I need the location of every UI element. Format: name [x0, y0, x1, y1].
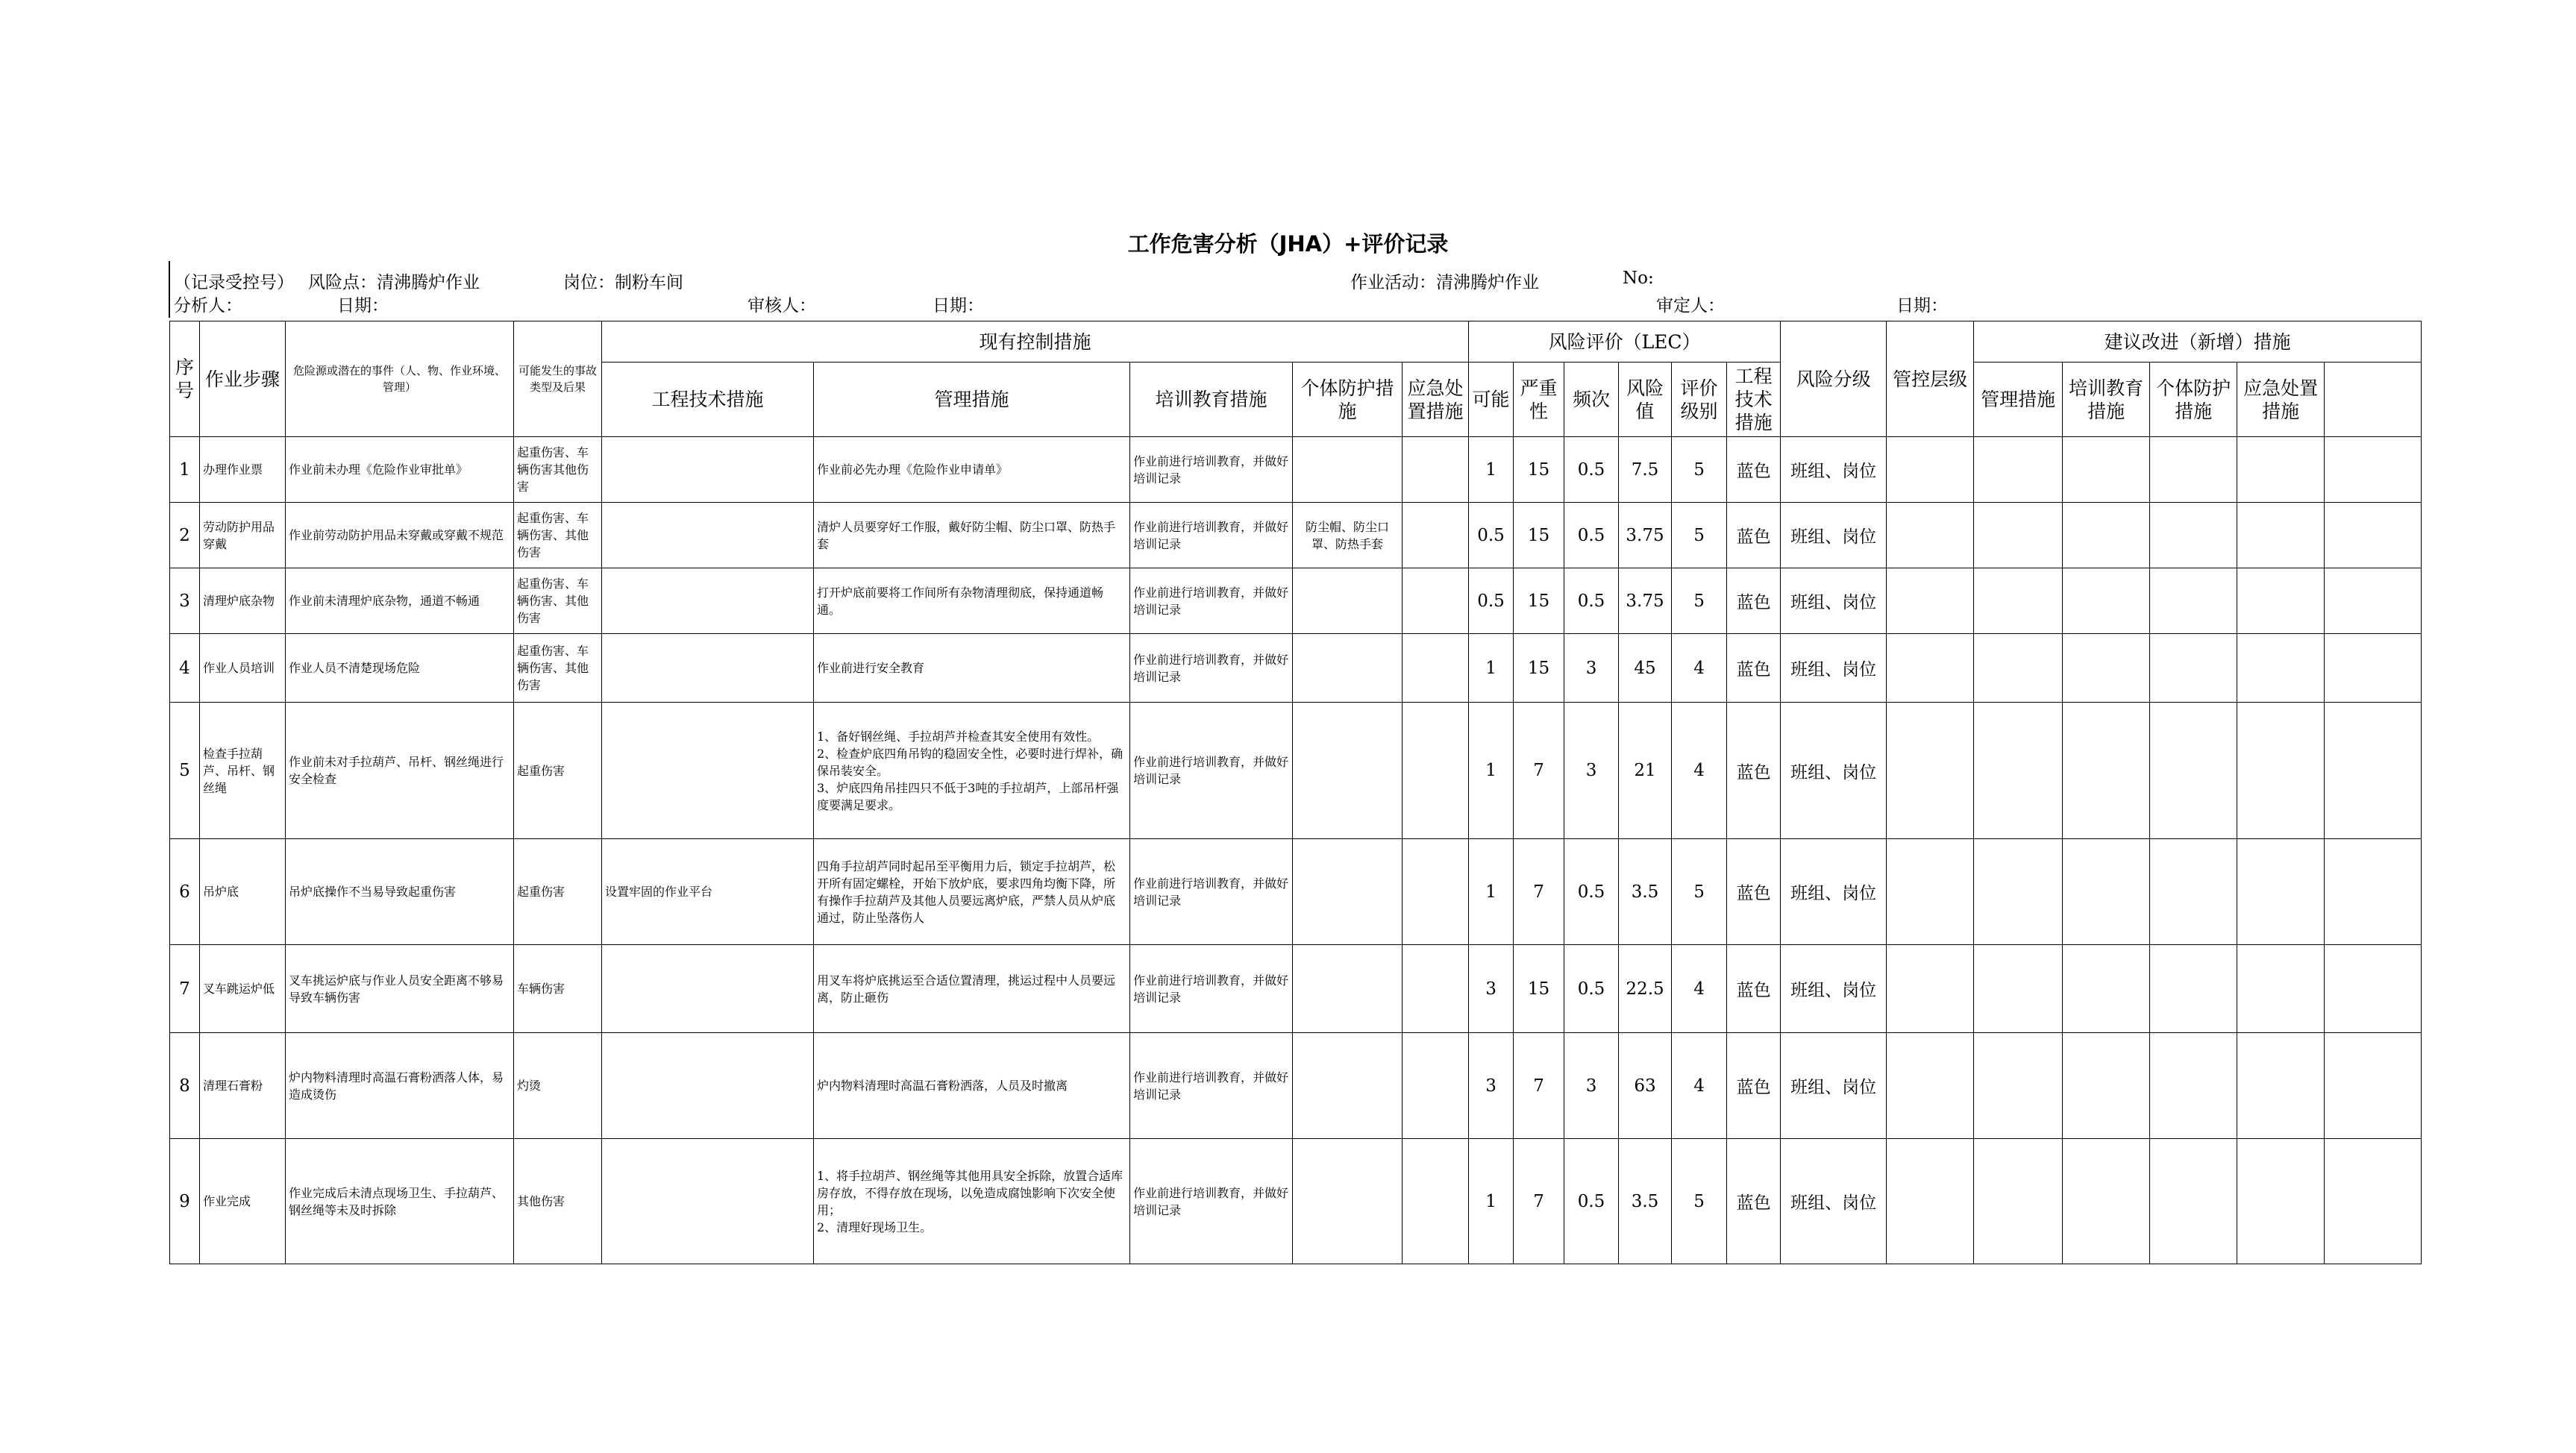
table-row	[170, 634, 2422, 703]
header-left-rule	[169, 261, 170, 318]
cell-mgmt: 用叉车将炉底挑运至合适位置清理，挑运过程中人员要远离，防止砸伤	[814, 945, 1130, 1033]
cell-grade: 蓝色	[1727, 634, 1781, 703]
col-s-emerg-header: 应急处置措施	[2237, 363, 2325, 437]
col-hazard-header: 危险源或潜在的事件（人、物、作业环境、管理）	[286, 321, 514, 437]
cell-e: 7	[1514, 1139, 1564, 1264]
cell-consequence: 其他伤害	[514, 1139, 602, 1264]
cell-hazard: 叉车挑运炉底与作业人员安全距离不够易导致车辆伤害	[286, 945, 514, 1033]
cell-grade: 蓝色	[1727, 437, 1781, 503]
cell-level: 5	[1672, 503, 1727, 568]
cell-grade: 蓝色	[1727, 1139, 1781, 1264]
cell-empty	[2063, 437, 2150, 503]
col-s-ppe-header: 个体防护措施	[2150, 363, 2237, 437]
reviewer-label: 审核人：	[748, 296, 816, 316]
reviewer-date-label: 日期：	[933, 296, 984, 316]
col-l-header: 可能	[1469, 363, 1514, 437]
cell-empty	[2237, 839, 2325, 945]
cell-empty	[2325, 703, 2422, 839]
cell-seq: 6	[170, 839, 200, 945]
cell-l: 1	[1469, 703, 1514, 839]
cell-e: 15	[1514, 945, 1564, 1033]
cell-consequence: 起重伤害	[514, 839, 602, 945]
cell-emerg	[1403, 1139, 1469, 1264]
cell-l: 1	[1469, 437, 1514, 503]
cell-mgmt: 炉内物料清理时高温石膏粉洒落，人员及时撤离	[814, 1033, 1130, 1139]
cell-c: 0.5	[1564, 568, 1619, 634]
cell-consequence: 起重伤害	[514, 703, 602, 839]
cell-step: 清理石膏粉	[200, 1033, 286, 1139]
cell-l: 1	[1469, 1139, 1514, 1264]
cell-l: 0.5	[1469, 503, 1514, 568]
cell-train: 作业前进行培训教育，并做好培训记录	[1130, 703, 1293, 839]
col-consequence-header: 可能发生的事故类型及后果	[514, 321, 602, 437]
cell-seq: 5	[170, 703, 200, 839]
cell-ctrl: 班组、岗位	[1781, 1139, 1887, 1264]
cell-level: 4	[1672, 703, 1727, 839]
table-row	[170, 437, 2422, 503]
cell-empty	[2237, 437, 2325, 503]
cell-train: 作业前进行培训教育，并做好培训记录	[1130, 1033, 1293, 1139]
cell-eng	[602, 634, 814, 703]
record-number-label: No:	[1623, 269, 1654, 288]
cell-seq: 3	[170, 568, 200, 634]
col-c-header: 频次	[1564, 363, 1619, 437]
cell-empty	[2150, 1033, 2237, 1139]
cell-empty	[2150, 945, 2237, 1033]
cell-empty	[1974, 839, 2063, 945]
cell-step: 检查手拉葫芦、吊杆、钢丝绳	[200, 703, 286, 839]
cell-empty	[1974, 437, 2063, 503]
cell-empty	[2237, 1033, 2325, 1139]
cell-empty	[2237, 634, 2325, 703]
cell-l: 3	[1469, 945, 1514, 1033]
cell-empty	[2063, 503, 2150, 568]
cell-emerg	[1403, 839, 1469, 945]
cell-hazard: 作业前未对手拉葫芦、吊杆、钢丝绳进行安全检查	[286, 703, 514, 839]
table-row	[170, 945, 2422, 1033]
cell-empty	[1887, 634, 1974, 703]
cell-d: 21	[1619, 703, 1672, 839]
cell-d: 22.5	[1619, 945, 1672, 1033]
cell-mgmt: 清炉人员要穿好工作服，戴好防尘帽、防尘口罩、防热手套	[814, 503, 1130, 568]
cell-empty	[2325, 1033, 2422, 1139]
cell-step: 清理炉底杂物	[200, 568, 286, 634]
cell-mgmt: 作业前进行安全教育	[814, 634, 1130, 703]
cell-ppe	[1293, 1139, 1403, 1264]
cell-eng	[602, 437, 814, 503]
cell-ppe	[1293, 839, 1403, 945]
post: 岗位：制粉车间	[563, 273, 683, 292]
table-row	[170, 839, 2422, 945]
cell-empty	[1974, 945, 2063, 1033]
record-no: （记录受控号）	[174, 273, 294, 292]
cell-empty	[1974, 568, 2063, 634]
cell-e: 7	[1514, 839, 1564, 945]
table-row	[170, 568, 2422, 634]
cell-level: 4	[1672, 634, 1727, 703]
cell-c: 0.5	[1564, 839, 1619, 945]
cell-step: 办理作业票	[200, 437, 286, 503]
cell-empty	[2150, 437, 2237, 503]
cell-empty	[2063, 839, 2150, 945]
cell-emerg	[1403, 437, 1469, 503]
cell-level: 4	[1672, 1033, 1727, 1139]
cell-consequence: 起重伤害、车辆伤害其他伤害	[514, 437, 602, 503]
cell-level: 5	[1672, 437, 1727, 503]
cell-l: 1	[1469, 839, 1514, 945]
cell-consequence: 起重伤害、车辆伤害、其他伤害	[514, 634, 602, 703]
cell-l: 0.5	[1469, 568, 1514, 634]
cell-ppe: 防尘帽、防尘口罩、防热手套	[1293, 503, 1403, 568]
cell-ctrl: 班组、岗位	[1781, 634, 1887, 703]
cell-ppe	[1293, 568, 1403, 634]
cell-step: 吊炉底	[200, 839, 286, 945]
cell-ctrl: 班组、岗位	[1781, 568, 1887, 634]
cell-d: 3.75	[1619, 568, 1672, 634]
cell-empty	[1887, 1033, 1974, 1139]
cell-step: 叉车跳运炉低	[200, 945, 286, 1033]
cell-e: 15	[1514, 437, 1564, 503]
cell-d: 3.5	[1619, 839, 1672, 945]
cell-eng	[602, 1033, 814, 1139]
jha-table	[169, 321, 2422, 1264]
cell-ctrl: 班组、岗位	[1781, 945, 1887, 1033]
col-d-header: 风险值	[1619, 363, 1672, 437]
col-s-mgmt-header: 管理措施	[1974, 363, 2063, 437]
page-title: 工作危害分析（JHA）+评价记录	[1127, 231, 1449, 257]
cell-mgmt: 作业前必先办理《危险作业申请单》	[814, 437, 1130, 503]
cell-train: 作业前进行培训教育，并做好培训记录	[1130, 634, 1293, 703]
cell-seq: 9	[170, 1139, 200, 1264]
cell-grade: 蓝色	[1727, 945, 1781, 1033]
cell-ppe	[1293, 945, 1403, 1033]
cell-empty	[1887, 945, 1974, 1033]
cell-eng	[602, 703, 814, 839]
table-row	[170, 703, 2422, 839]
cell-level: 4	[1672, 945, 1727, 1033]
cell-seq: 2	[170, 503, 200, 568]
cell-hazard: 作业完成后未清点现场卫生、手拉葫芦、钢丝绳等未及时拆除	[286, 1139, 514, 1264]
cell-empty	[1887, 568, 1974, 634]
cell-train: 作业前进行培训教育，并做好培训记录	[1130, 503, 1293, 568]
cell-empty	[2063, 1033, 2150, 1139]
cell-train: 作业前进行培训教育，并做好培训记录	[1130, 839, 1293, 945]
cell-empty	[1974, 1139, 2063, 1264]
analyst-label: 分析人：	[174, 296, 242, 316]
cell-mgmt: 1、备好钢丝绳、手拉胡芦并检查其安全使用有效性。 2、检查炉底四角吊钩的稳固安全性，必要时进行焊补，确保吊装安全。 3、炉底四角吊挂四只不低于3吨的手拉胡芦，上部吊杆强度要满足要求。	[814, 703, 1130, 839]
cell-grade: 蓝色	[1727, 503, 1781, 568]
cell-empty	[2237, 945, 2325, 1033]
cell-d: 63	[1619, 1033, 1672, 1139]
cell-consequence: 车辆伤害	[514, 945, 602, 1033]
cell-empty	[1887, 437, 1974, 503]
cell-seq: 1	[170, 437, 200, 503]
cell-empty	[1887, 703, 1974, 839]
cell-empty	[1887, 839, 1974, 945]
col-train-header: 培训教育措施	[1130, 363, 1293, 437]
col-mgmt-header: 管理措施	[814, 363, 1130, 437]
col-eng-header: 工程技术措施	[602, 363, 814, 437]
cell-empty	[2063, 945, 2150, 1033]
cell-empty	[2063, 1139, 2150, 1264]
cell-grade: 蓝色	[1727, 839, 1781, 945]
activity: 作业活动：清沸腾炉作业	[1350, 273, 1539, 292]
cell-eng	[602, 1139, 814, 1264]
cell-empty	[2325, 945, 2422, 1033]
col-ppe-header: 个体防护措施	[1293, 363, 1403, 437]
cell-emerg	[1403, 568, 1469, 634]
cell-level: 5	[1672, 568, 1727, 634]
cell-empty	[2325, 1139, 2422, 1264]
cell-e: 15	[1514, 568, 1564, 634]
cell-seq: 8	[170, 1033, 200, 1139]
cell-empty	[1974, 503, 2063, 568]
cell-consequence: 起重伤害、车辆伤害、其他伤害	[514, 568, 602, 634]
cell-empty	[2150, 1139, 2237, 1264]
col-ctrl-level-header: 管控层级	[1887, 321, 1974, 437]
cell-hazard: 作业人员不清楚现场危险	[286, 634, 514, 703]
cell-d: 7.5	[1619, 437, 1672, 503]
cell-empty	[2237, 503, 2325, 568]
cell-grade: 蓝色	[1727, 568, 1781, 634]
cell-train: 作业前进行培训教育，并做好培训记录	[1130, 437, 1293, 503]
cell-step: 劳动防护用品穿戴	[200, 503, 286, 568]
cell-empty	[2063, 703, 2150, 839]
cell-emerg	[1403, 503, 1469, 568]
cell-ppe	[1293, 437, 1403, 503]
cell-level: 5	[1672, 839, 1727, 945]
cell-empty	[2237, 568, 2325, 634]
cell-level: 5	[1672, 1139, 1727, 1264]
cell-c: 3	[1564, 1033, 1619, 1139]
cell-step: 作业完成	[200, 1139, 286, 1264]
col-grade-header: 风险分级	[1781, 321, 1887, 437]
cell-empty	[2325, 437, 2422, 503]
cell-hazard: 作业前劳动防护用品未穿戴或穿戴不规范	[286, 503, 514, 568]
cell-e: 15	[1514, 634, 1564, 703]
cell-grade: 蓝色	[1727, 1033, 1781, 1139]
controls-group-header: 现有控制措施	[602, 321, 1469, 363]
lec-group-header: 风险评价（LEC）	[1469, 321, 1781, 363]
cell-mgmt: 打开炉底前要将工作间所有杂物清理彻底，保持通道畅通。	[814, 568, 1130, 634]
approver-label: 审定人：	[1656, 296, 1725, 316]
cell-train: 作业前进行培训教育，并做好培训记录	[1130, 1139, 1293, 1264]
cell-mgmt: 1、将手拉胡芦、钢丝绳等其他用具安全拆除，放置合适库房存放，不得存放在现场，以免造成腐蚀影响下次安全使用； 2、清理好现场卫生。	[814, 1139, 1130, 1264]
cell-eng	[602, 568, 814, 634]
suggest-group-header: 建议改进（新增）措施	[1974, 321, 2422, 363]
cell-train: 作业前进行培训教育，并做好培训记录	[1130, 945, 1293, 1033]
cell-empty	[2150, 503, 2237, 568]
cell-ppe	[1293, 634, 1403, 703]
table-row	[170, 1033, 2422, 1139]
cell-d: 3.5	[1619, 1139, 1672, 1264]
cell-empty	[2325, 503, 2422, 568]
col-level-header: 评价级别	[1672, 363, 1727, 437]
cell-empty	[1974, 1033, 2063, 1139]
cell-ctrl: 班组、岗位	[1781, 703, 1887, 839]
cell-emerg	[1403, 634, 1469, 703]
cell-ppe	[1293, 1033, 1403, 1139]
cell-empty	[1887, 1139, 1974, 1264]
cell-consequence: 起重伤害、车辆伤害、其他伤害	[514, 503, 602, 568]
cell-empty	[2325, 634, 2422, 703]
table-row	[170, 503, 2422, 568]
cell-l: 3	[1469, 1033, 1514, 1139]
cell-empty	[2150, 568, 2237, 634]
cell-e: 7	[1514, 703, 1564, 839]
cell-empty	[2150, 839, 2237, 945]
cell-eng	[602, 503, 814, 568]
cell-hazard: 炉内物料清理时高温石膏粉洒落人体，易造成烫伤	[286, 1033, 514, 1139]
cell-ctrl: 班组、岗位	[1781, 1033, 1887, 1139]
approver-date-label: 日期：	[1896, 296, 1948, 316]
cell-emerg	[1403, 703, 1469, 839]
col-e-header: 严重性	[1514, 363, 1564, 437]
cell-mgmt: 四角手拉胡芦同时起吊至平衡用力后，锁定手拉胡芦，松开所有固定螺栓，开始下放炉底，要求四角均衡下降，所有操作手拉葫芦及其他人员要远离炉底，严禁人员从炉底通过，防止坠落伤人	[814, 839, 1130, 945]
cell-seq: 4	[170, 634, 200, 703]
cell-emerg	[1403, 1033, 1469, 1139]
cell-empty	[2325, 839, 2422, 945]
cell-c: 0.5	[1564, 503, 1619, 568]
cell-grade: 蓝色	[1727, 703, 1781, 839]
cell-ctrl: 班组、岗位	[1781, 437, 1887, 503]
col-s-train-header: 培训教育措施	[2063, 363, 2150, 437]
col-s-eng-header: 工程技术措施	[1727, 363, 1781, 437]
cell-empty	[2150, 703, 2237, 839]
cell-consequence: 灼烫	[514, 1033, 602, 1139]
cell-step: 作业人员培训	[200, 634, 286, 703]
cell-c: 3	[1564, 634, 1619, 703]
cell-hazard: 吊炉底操作不当易导致起重伤害	[286, 839, 514, 945]
table-row	[170, 1139, 2422, 1264]
col-step-header: 作业步骤	[200, 321, 286, 437]
cell-empty	[2063, 568, 2150, 634]
cell-hazard: 作业前未清理炉底杂物，通道不畅通	[286, 568, 514, 634]
cell-hazard: 作业前未办理《危险作业审批单》	[286, 437, 514, 503]
risk-point: 风险点：清沸腾炉作业	[308, 273, 480, 292]
cell-c: 0.5	[1564, 1139, 1619, 1264]
cell-empty	[2237, 703, 2325, 839]
cell-c: 0.5	[1564, 945, 1619, 1033]
cell-c: 0.5	[1564, 437, 1619, 503]
cell-c: 3	[1564, 703, 1619, 839]
cell-emerg	[1403, 945, 1469, 1033]
cell-ctrl: 班组、岗位	[1781, 839, 1887, 945]
cell-empty	[1974, 703, 2063, 839]
cell-empty	[2325, 568, 2422, 634]
cell-ppe	[1293, 703, 1403, 839]
cell-ctrl: 班组、岗位	[1781, 503, 1887, 568]
cell-e: 15	[1514, 503, 1564, 568]
cell-eng: 设置牢固的作业平台	[602, 839, 814, 945]
cell-seq: 7	[170, 945, 200, 1033]
cell-train: 作业前进行培训教育，并做好培训记录	[1130, 568, 1293, 634]
cell-e: 7	[1514, 1033, 1564, 1139]
col-seq-header: 序号	[170, 321, 200, 437]
cell-empty	[2150, 634, 2237, 703]
cell-empty	[2237, 1139, 2325, 1264]
col-emerg-header: 应急处置措施	[1403, 363, 1469, 437]
analyst-date-label: 日期：	[337, 296, 389, 316]
cell-l: 1	[1469, 634, 1514, 703]
cell-empty	[1887, 503, 1974, 568]
cell-d: 45	[1619, 634, 1672, 703]
cell-d: 3.75	[1619, 503, 1672, 568]
cell-eng	[602, 945, 814, 1033]
cell-empty	[1974, 634, 2063, 703]
cell-empty	[2063, 634, 2150, 703]
